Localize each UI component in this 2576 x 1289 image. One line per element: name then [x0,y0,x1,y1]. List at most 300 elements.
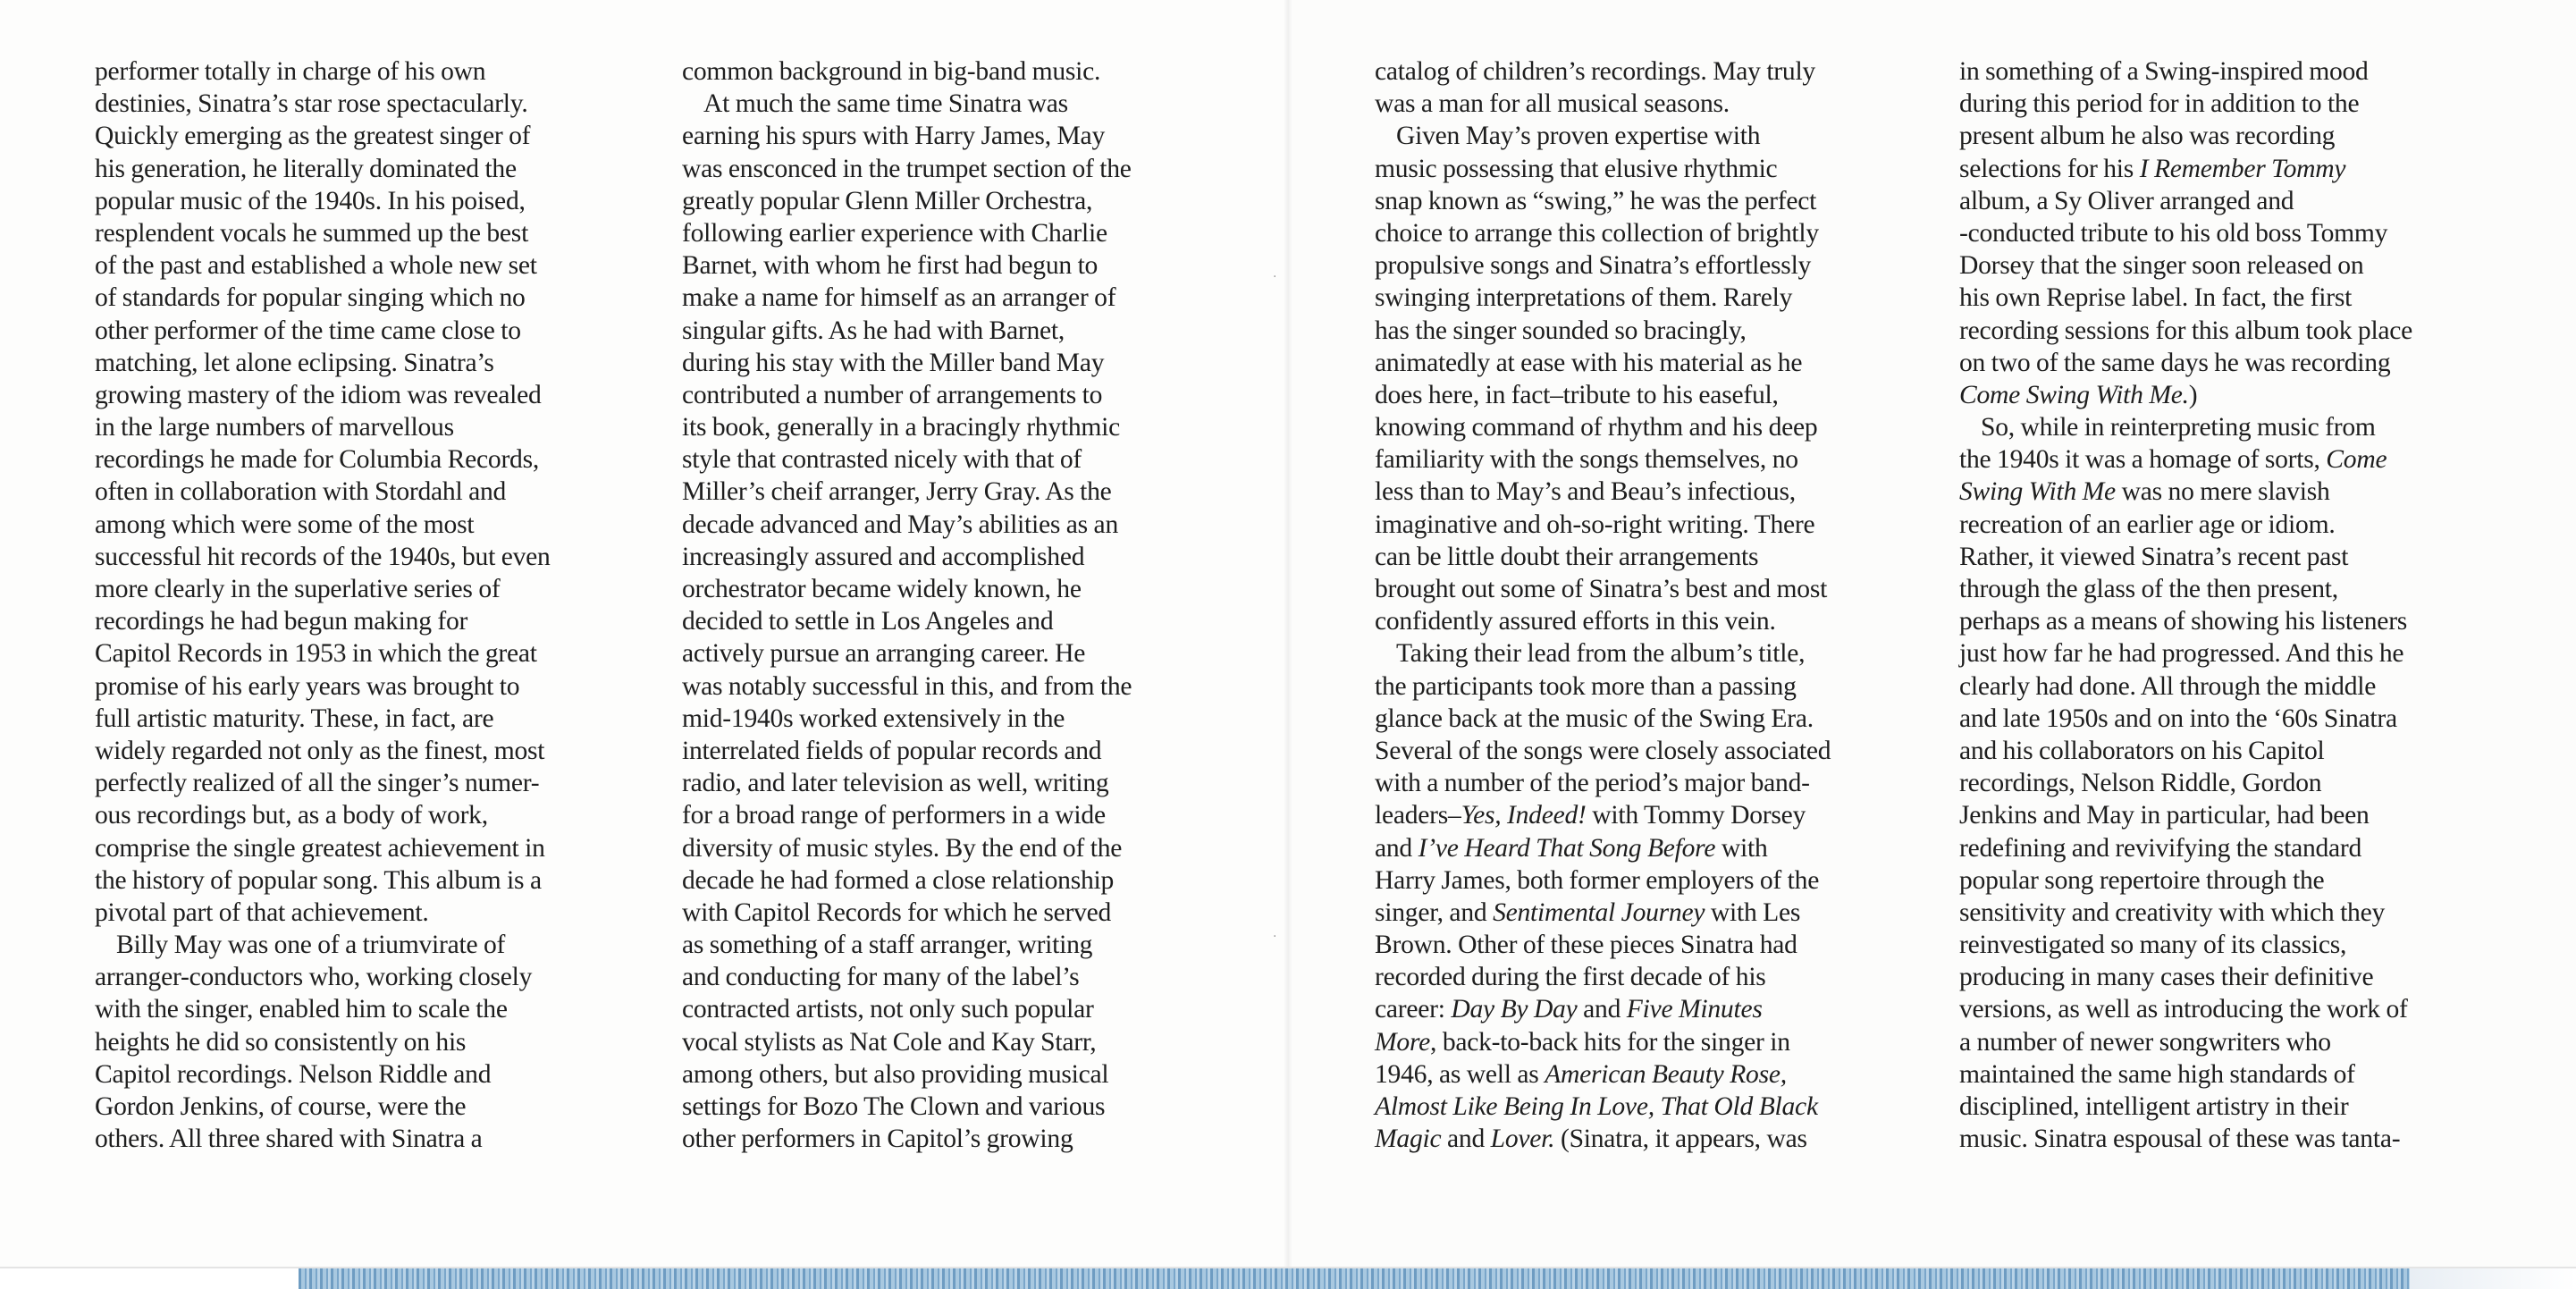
body-text: performer totally in charge of his own [95,57,486,86]
body-text: the history of popular song. This album is a [95,865,542,895]
text-line [95,993,551,1025]
text-line [95,1123,551,1155]
body-text: choice to arrange this collection of brightly [1375,218,1819,248]
text-line [682,637,1132,670]
text-line [1375,315,1831,347]
body-text: Capitol Records in 1953 in which the great [95,639,537,669]
body-text: perhaps as a means of showing his listeners [1959,607,2408,636]
body-text: destinies, Sinatra’s star rose spectacularly. [95,89,528,119]
text-line [95,509,551,541]
body-text: through the glass of the then present, [1959,575,2338,603]
body-text: popular song repertoire through the [1959,865,2325,895]
body-text: vocal stylists as Nat Cole and Kay Starr, [682,1027,1097,1057]
body-text: was a man for all musical seasons. [1375,89,1730,119]
text-line [1959,55,2412,88]
body-text: Given May’s proven expertise with [1396,122,1761,151]
body-text: animatedly at ease with his material as he [1375,348,1803,377]
text-line [1375,347,1831,379]
body-text: sensitivity and creativity with which they [1959,897,2386,927]
body-text: successful hit records of the 1940s, but even [95,542,551,571]
text-line [1375,1026,1831,1058]
text-line [1375,735,1831,767]
text-line [682,476,1132,508]
body-text: present album he also was recording [1959,122,2336,151]
body-text: a number of newer songwriters who [1959,1027,2331,1057]
body-text: confidently assured efforts in this vein. [1375,607,1776,636]
text-line [95,217,551,249]
body-text: actively pursue an arranging career. He [682,639,1086,669]
body-text: career: [1375,995,1452,1024]
body-text: with Capitol Records for which he served [682,897,1112,927]
body-text: contributed a number of arrangements to [682,380,1103,409]
text-line [1959,735,2412,767]
text-line [95,864,551,897]
text-line [682,379,1132,411]
body-text: was no mere slavish [2115,477,2330,507]
text-line [1959,1058,2412,1091]
text-line [682,315,1132,347]
body-text: recording sessions for this album took place [1959,316,2413,345]
text-line [95,897,551,929]
body-text: less than to May’s and Beau’s infectious, [1375,477,1796,507]
text-line [1959,379,2412,411]
body-text: leaders– [1375,801,1461,830]
body-text: -conducted tribute to his old boss Tommy [1959,218,2388,248]
body-text: just how far he had progressed. And this he [1959,639,2404,669]
body-text: as something of a staff arranger, writing [682,931,1093,960]
text-line [95,443,551,476]
text-line [1959,411,2412,443]
body-text: mid-1940s worked extensively in the [682,703,1065,733]
text-line [1959,88,2412,120]
body-text: recorded during the first decade of his [1375,963,1766,992]
text-line [1375,120,1831,152]
body-text: Miller’s cheif arranger, Jerry Gray. As the [682,477,1112,507]
body-text: album, a Sy Oliver arranged and [1959,186,2294,215]
text-line [95,703,551,735]
body-text: in something of a Swing-inspired mood [1959,57,2369,86]
text-line [1375,282,1831,314]
text-line [682,767,1132,799]
body-text: So, while in reinterpreting music from [1981,413,2376,442]
body-text: the participants took more than a passing [1375,671,1797,701]
body-text: his generation, he literally dominated the [95,154,517,183]
body-text: glance back at the music of the Swing Era. [1375,703,1814,733]
body-text: for a broad range of performers in a wide [682,801,1106,830]
body-text: with the singer, enabled him to scale the [95,995,508,1024]
body-text: settings for Bozo The Clown and various [682,1092,1106,1121]
body-text: in the large numbers of marvellous [95,413,454,442]
body-text: popular music of the 1940s. In his poised, [95,186,526,215]
body-text: following earlier experience with Charlie [682,218,1107,248]
italic-title-text: Swing With Me [1959,477,2116,507]
text-line [95,573,551,605]
body-text: with [1715,833,1768,863]
text-line [1959,670,2412,703]
text-line [682,1026,1132,1058]
text-column-2 [682,55,1132,1155]
body-text: interrelated fields of popular records and [682,736,1102,765]
body-text: redefining and revivifying the standard [1959,833,2362,863]
text-line [1375,55,1831,88]
text-line [1959,153,2412,185]
text-line [1959,799,2412,831]
text-line [682,55,1132,88]
text-line [95,347,551,379]
italic-title-text: Almost Like Being In Love, That Old Black [1375,1092,1818,1121]
text-line [1375,767,1831,799]
text-line [682,249,1132,282]
body-text: swinging interpretations of them. Rarely [1375,283,1793,313]
text-line [682,799,1132,831]
text-line [1375,88,1831,120]
text-line [1375,961,1831,993]
text-line [1959,637,2412,670]
body-text: arranger-conductors who, working closely [95,963,533,992]
text-line [682,1091,1132,1123]
text-line [682,605,1132,637]
body-text: Barnet, with whom he first had begun to [682,251,1099,281]
body-text: full artistic maturity. These, in fact, are [95,703,494,733]
body-text: and late 1950s and on into the ‘60s Sinatra [1959,703,2397,733]
text-line [1375,411,1831,443]
text-line [1959,443,2412,476]
body-text: does here, in fact–tribute to his easeful, [1375,380,1779,409]
body-text: disciplined, intelligent artistry in their [1959,1092,2349,1121]
body-text: often in collaboration with Stordahl and [95,477,507,507]
text-line [95,767,551,799]
body-text: growing mastery of the idiom was revealed [95,380,542,409]
body-text: 1946, as well as [1375,1059,1545,1089]
text-line [682,541,1132,573]
body-text: with Tommy Dorsey [1586,801,1806,830]
text-line [682,929,1132,961]
text-line [1959,703,2412,735]
text-column-3 [1375,55,1831,1155]
body-text: increasingly assured and accomplished [682,542,1085,571]
body-text: radio, and later television as well, writing [682,769,1109,798]
text-line [95,55,551,88]
italic-title-text: I’ve Heard That Song Before [1418,833,1716,863]
body-text: pivotal part of that achievement. [95,897,429,927]
text-line [1375,573,1831,605]
body-text: ) [2188,380,2198,409]
body-text: maintained the same high standards of [1959,1059,2355,1089]
body-text: and conducting for many of the label’s [682,963,1080,992]
text-line [1959,347,2412,379]
text-line [1959,605,2412,637]
text-line [1375,929,1831,961]
text-line [1959,961,2412,993]
body-text: Quickly emerging as the greatest singer of [95,122,531,151]
text-line [1959,509,2412,541]
text-line [1959,1123,2412,1155]
text-line [682,897,1132,929]
text-line [1375,1123,1831,1155]
text-line [95,832,551,864]
text-line [1375,443,1831,476]
italic-title-text: More [1375,1027,1431,1057]
text-line [1375,217,1831,249]
body-text: make a name for himself as an arranger of [682,283,1116,313]
text-column-1 [95,55,551,1155]
body-text: Rather, it viewed Sinatra’s recent past [1959,542,2349,571]
text-line [1375,185,1831,217]
body-text: style that contrasted nicely with that of [682,445,1082,475]
body-text: his own Reprise label. In fact, the first [1959,283,2353,313]
body-text: promise of his early years was brought to [95,671,520,701]
body-text: orchestrator became widely known, he [682,575,1082,603]
text-line [95,735,551,767]
body-text: singular gifts. As he had with Barnet, [682,316,1065,345]
text-line [682,185,1132,217]
text-line [95,541,551,573]
text-line [1375,897,1831,929]
body-text: with Les [1705,897,1801,927]
body-text: comprise the single greatest achievement in [95,833,545,863]
text-line [1959,929,2412,961]
text-line [682,88,1132,120]
print-speck: · [1273,930,1277,944]
text-line [1959,864,2412,897]
text-line [1959,993,2412,1025]
body-text: familiarity with the songs themselves, no [1375,445,1798,475]
body-text: ous recordings but, as a body of work, [95,801,488,830]
text-line [95,120,551,152]
italic-title-text: Magic [1375,1125,1442,1154]
text-line [1959,249,2412,282]
print-speck: · [1273,270,1277,284]
italic-title-text: American Beauty Rose, [1545,1059,1787,1089]
text-line [95,1058,551,1091]
body-text: earning his spurs with Harry James, May [682,122,1105,151]
body-text: At much the same time Sinatra was [703,89,1068,119]
body-text: , back-to-back hits for the singer in [1430,1027,1790,1057]
body-text: selections for his [1959,154,2140,183]
body-text: on two of the same days he was recording [1959,348,2391,377]
body-text: Billy May was one of a triumvirate of [116,931,506,960]
body-text: knowing command of rhythm and his deep [1375,413,1818,442]
text-line [1959,120,2412,152]
text-line [682,993,1132,1025]
body-text: and [1375,833,1418,863]
text-line [95,411,551,443]
text-line [682,832,1132,864]
text-line [95,799,551,831]
body-text: among which were some of the most [95,510,475,539]
text-line [1375,799,1831,831]
body-text: and [1441,1125,1491,1154]
body-text: decided to settle in Los Angeles and [682,607,1054,636]
italic-title-text: I Remember Tommy [2139,154,2346,183]
body-text: its book, generally in a bracingly rhythmic [682,413,1121,442]
text-line [1375,864,1831,897]
body-text: common background in big-band music. [682,57,1101,86]
text-line [1959,217,2412,249]
body-text: producing in many cases their definitive [1959,963,2374,992]
body-text: Several of the songs were closely associated [1375,736,1831,765]
text-line [682,573,1132,605]
italic-title-text: Sentimental Journey [1493,897,1705,927]
text-line [95,153,551,185]
text-line [1375,509,1831,541]
text-line [1959,541,2412,573]
italic-title-text: Yes, Indeed! [1461,801,1587,830]
body-text: recreation of an earlier age or idiom. [1959,510,2336,539]
text-line [1375,605,1831,637]
body-text: other performer of the time came close to [95,316,521,345]
body-text: was ensconced in the trumpet section of the [682,154,1132,183]
text-line [1375,379,1831,411]
body-text: singer, and [1375,897,1494,927]
body-text: Dorsey that the singer soon released on [1959,251,2364,281]
body-text: widely regarded not only as the finest, most [95,736,545,765]
body-text: decade he had formed a close relationship [682,865,1115,895]
body-text: with a number of the period’s major band- [1375,769,1810,798]
page-gutter [1284,0,1292,1269]
body-text: propulsive songs and Sinatra’s effortlessly [1375,251,1812,281]
text-line [682,217,1132,249]
body-text: has the singer sounded so bracingly, [1375,316,1747,345]
body-text: recordings, Nelson Riddle, Gordon [1959,769,2322,798]
bottom-margin-left [0,1268,299,1289]
text-line [1375,832,1831,864]
body-text: decade advanced and May’s abilities as an [682,510,1118,539]
body-text: clearly had done. All through the middle [1959,671,2377,701]
body-text: versions, as well as introducing the work of [1959,995,2408,1024]
text-line [95,282,551,314]
text-line [95,670,551,703]
italic-title-text: Come [2326,445,2387,475]
body-text: snap known as “swing,” he was the perfect [1375,186,1817,215]
text-line [682,670,1132,703]
bottom-margin-right [2410,1268,2576,1289]
italic-title-text: Five Minutes [1626,995,1763,1024]
text-line [95,961,551,993]
text-line [1959,832,2412,864]
body-text: during his stay with the Miller band May [682,348,1105,377]
text-line [682,347,1132,379]
body-text: brought out some of Sinatra’s best and most [1375,575,1828,603]
text-line [1959,1026,2412,1058]
italic-title-text: Come Swing With Me. [1959,380,2189,409]
text-line [95,929,551,961]
text-line [1375,1091,1831,1123]
body-text: perfectly realized of all the singer’s numer- [95,769,540,798]
body-text: was notably successful in this, and from the [682,671,1132,701]
body-text: recordings he had begun making for [95,607,468,636]
text-line [1959,767,2412,799]
text-line [682,735,1132,767]
body-text: other performers in Capitol’s growing [682,1125,1073,1154]
text-line [95,249,551,282]
text-line [1375,476,1831,508]
text-line [1959,476,2412,508]
body-text: Harry James, both former employers of the [1375,865,1820,895]
text-line [1959,573,2412,605]
text-line [682,961,1132,993]
body-text: Capitol recordings. Nelson Riddle and [95,1059,492,1089]
body-text: Taking their lead from the album’s title, [1396,639,1806,669]
body-text: Gordon Jenkins, of course, were the [95,1092,467,1121]
text-line [95,605,551,637]
body-text: Brown. Other of these pieces Sinatra had [1375,931,1797,960]
text-line [95,1091,551,1123]
text-line [682,153,1132,185]
text-line [682,282,1132,314]
body-text: (Sinatra, it appears, was [1554,1125,1807,1154]
text-line [682,120,1132,152]
text-line [1959,1091,2412,1123]
text-line [1959,282,2412,314]
text-line [1375,249,1831,282]
body-text: contracted artists, not only such popular [682,995,1094,1024]
text-line [1375,703,1831,735]
body-text: resplendent vocals he summed up the best [95,218,529,248]
body-text: greatly popular Glenn Miller Orchestra, [682,186,1093,215]
body-text: reinvestigated so many of its classics, [1959,931,2347,960]
body-text: and his collaborators on his Capitol [1959,736,2325,765]
body-text: can be little doubt their arrangements [1375,542,1759,571]
text-line [95,637,551,670]
text-line [1375,670,1831,703]
text-column-4 [1959,55,2412,1155]
text-line [1959,897,2412,929]
text-line [95,476,551,508]
text-line [95,185,551,217]
body-text: catalog of children’s recordings. May truly [1375,57,1815,86]
text-line [95,315,551,347]
text-line [682,703,1132,735]
body-text: of standards for popular singing which no [95,283,526,313]
decorative-stripe-band [299,1268,2410,1289]
text-line [682,411,1132,443]
italic-title-text: Lover. [1490,1125,1555,1154]
text-line [1959,315,2412,347]
text-line [682,864,1132,897]
text-line [682,1058,1132,1091]
text-line [1375,993,1831,1025]
text-line [1375,637,1831,670]
text-line [1375,541,1831,573]
text-line [682,509,1132,541]
text-line [1959,185,2412,217]
body-text: Jenkins and May in particular, had been [1959,801,2370,830]
text-line [95,379,551,411]
body-text: heights he did so consistently on his [95,1027,467,1057]
body-text: imaginative and oh-so-right writing. There [1375,510,1815,539]
body-text: matching, let alone eclipsing. Sinatra’s [95,348,494,377]
body-text: others. All three shared with Sinatra a [95,1125,483,1154]
body-text: more clearly in the superlative series of [95,575,501,603]
text-line [682,443,1132,476]
body-text: recordings he made for Columbia Records, [95,445,540,475]
text-line [95,1026,551,1058]
body-text: music possessing that elusive rhythmic [1375,154,1778,183]
body-text: the 1940s it was a homage of sorts, [1959,445,2327,475]
body-text: music. Sinatra espousal of these was tanta- [1959,1125,2401,1154]
body-text: among others, but also providing musical [682,1059,1109,1089]
text-line [1375,153,1831,185]
text-line [95,88,551,120]
text-line [682,1123,1132,1155]
body-text: and [1577,995,1627,1024]
body-text: during this period for in addition to the [1959,89,2360,119]
body-text: diversity of music styles. By the end of the [682,833,1123,863]
text-line [1375,1058,1831,1091]
body-text: of the past and established a whole new set [95,251,537,281]
italic-title-text: Day By Day [1451,995,1578,1024]
